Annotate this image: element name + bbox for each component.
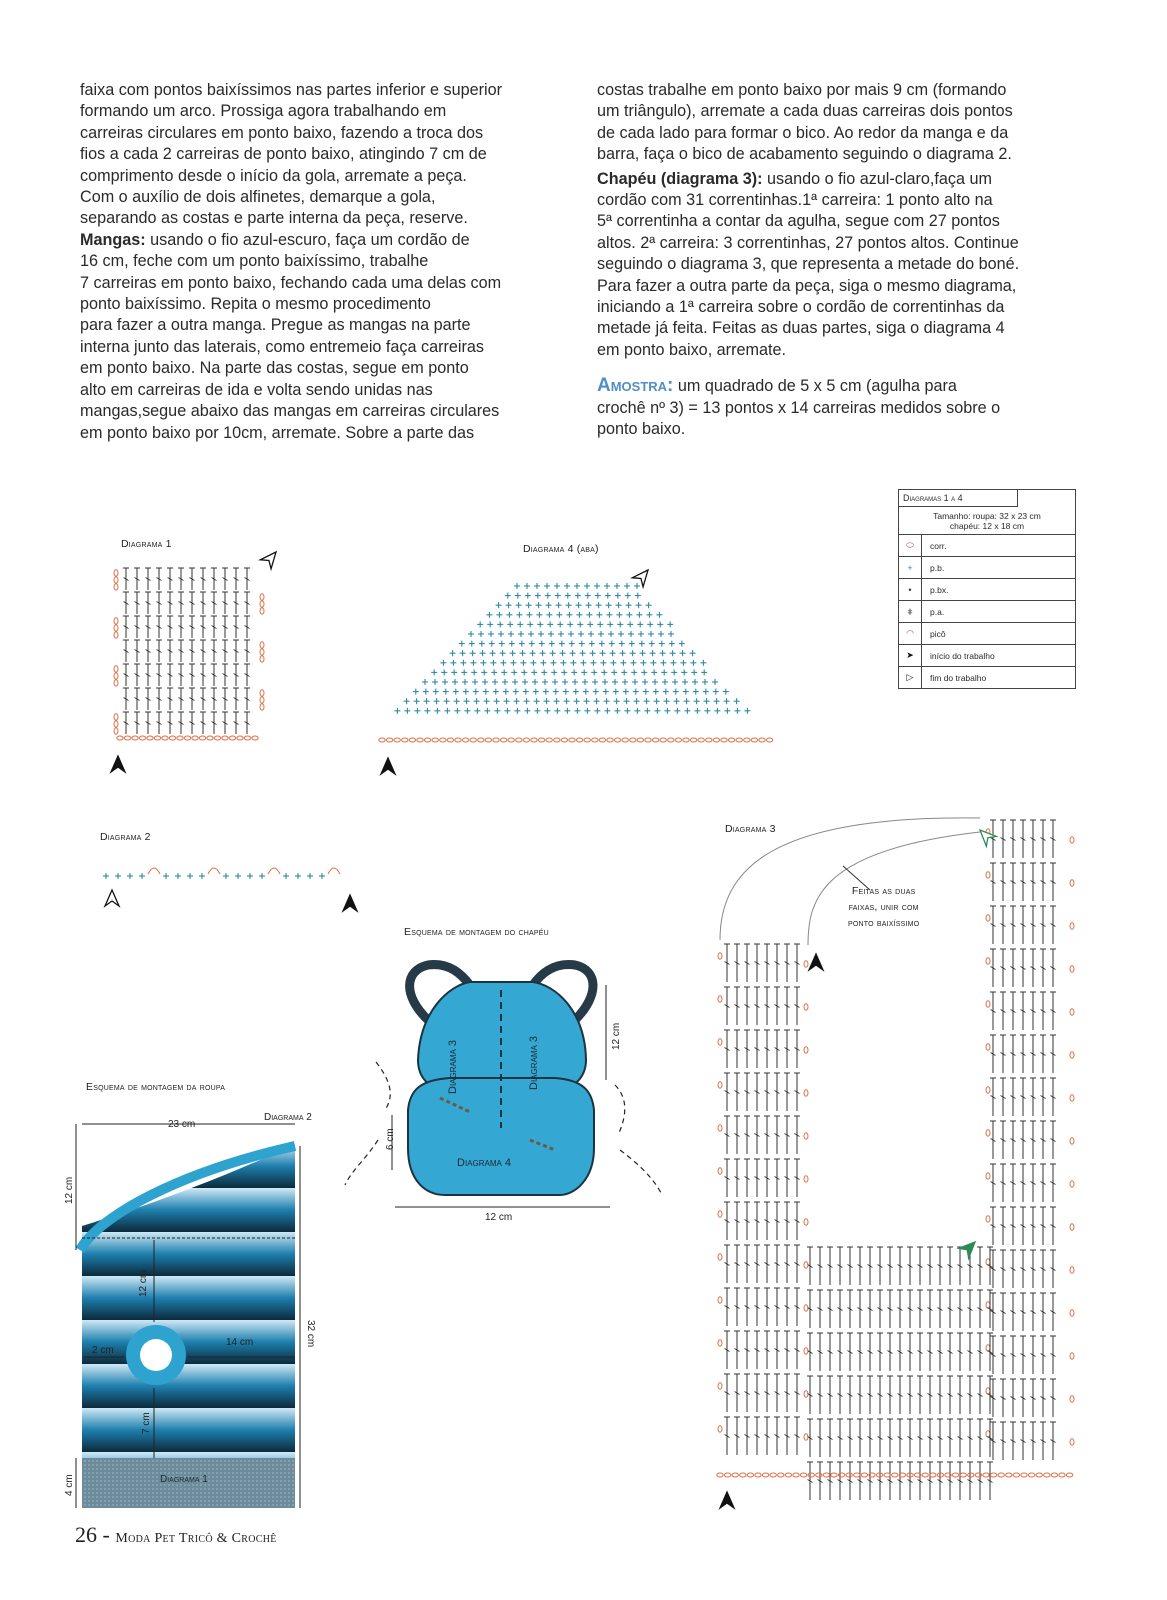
chain-stitch: [718, 953, 722, 959]
chain-stitch: [968, 1473, 974, 1477]
chain-stitch: [706, 738, 712, 742]
note-line: faixas, unir com: [848, 901, 919, 913]
chain-stitch: [569, 738, 575, 742]
chain-stitch: [114, 577, 118, 583]
start-arrow-icon: ➤: [899, 645, 922, 666]
chain-stitch: [740, 1473, 746, 1477]
chain-stitch: [922, 1473, 928, 1477]
text-line: separando as costas e parte interna da peça, reserve.: [80, 209, 468, 228]
chain-stitch: [755, 1473, 761, 1477]
chain-stitch: [1070, 1095, 1074, 1101]
chain-stitch: [747, 1473, 753, 1477]
chain-stitch: [184, 736, 190, 740]
text-line: cordão com 31 correntinhas.1ª carreira: 1 ponto alto na: [597, 191, 993, 210]
chain-stitch: [770, 1473, 776, 1477]
hat-dim-label: 12 cm: [485, 1212, 513, 1223]
chain-stitch: [177, 736, 183, 740]
chain-stitch: [417, 738, 423, 742]
slip-stitch-icon: •: [899, 579, 922, 600]
note-leader: [843, 866, 870, 890]
end-arrow-icon: [260, 548, 281, 569]
start-arrow-icon: [381, 758, 395, 774]
chain-stitch: [1021, 1473, 1027, 1477]
note-line: ponto baixíssimo: [848, 917, 920, 929]
chain-stitch: [718, 1297, 722, 1303]
text-line: usando o fio azul-escuro, faça um cordão de: [145, 230, 470, 249]
text-line: 5ª correntinha a contar da agulha, segue com 27 pontos: [597, 212, 1000, 231]
garment-assembly: [64, 1112, 316, 1508]
chain-stitch: [260, 697, 264, 703]
single-crochet-icon: +: [899, 557, 922, 578]
text-line: em ponto baixo por 10cm, arremate. Sobre a parte das: [80, 423, 475, 442]
chain-stitch: [139, 736, 145, 740]
garment-sleeve-hole: [140, 1339, 172, 1371]
dim-label: 7 cm: [141, 1412, 152, 1434]
hat-dim-label: 6 cm: [385, 1128, 396, 1150]
chain-stitch: [718, 1082, 722, 1088]
chain-stitch: [751, 738, 757, 742]
chain-stitch: [1070, 880, 1074, 886]
legend-label: p.a.: [930, 606, 945, 617]
chain-stitch: [462, 738, 468, 742]
picot-stitch: [208, 868, 220, 874]
hat-assembly: [345, 965, 662, 1223]
chain-stitch: [599, 738, 605, 742]
chain-stitch: [983, 1473, 989, 1477]
chain-stitch: [645, 738, 651, 742]
legend-label: picô: [930, 628, 946, 639]
chain-stitch: [637, 738, 643, 742]
chain-stitch: [838, 1473, 844, 1477]
page-number: 26 -: [75, 1522, 110, 1547]
chain-stitch: [455, 738, 461, 742]
text-line: faixa com pontos baixíssimos nas partes inferior e superior: [80, 81, 502, 99]
chain-stitch: [960, 1473, 966, 1477]
chain-stitch: [683, 738, 689, 742]
chain-stitch: [990, 1473, 996, 1477]
chain-stitch: [260, 608, 264, 614]
join-curve: [808, 832, 980, 945]
chain-stitch: [816, 1473, 822, 1477]
chain-stitch: [447, 738, 453, 742]
chain-stitch: [718, 996, 722, 1002]
chain-stitch: [831, 1473, 837, 1477]
hat-assembly-title: Esquema de montagem do chapéu: [404, 926, 549, 938]
chain-icon: ⬭: [899, 535, 922, 556]
text-line: Com o auxílio de dois alfinetes, demarque a gola,: [80, 188, 436, 207]
double-crochet-icon: ǂ: [899, 601, 922, 622]
chain-stitch: [986, 1173, 990, 1179]
picot-stitch: [148, 868, 160, 874]
chain-stitch: [114, 673, 118, 679]
chain-stitch: [986, 1216, 990, 1222]
chain-stitch: [576, 738, 582, 742]
chain-stitch: [804, 1176, 808, 1182]
chain-stitch: [800, 1473, 806, 1477]
legend-size-line: Tamanho: roupa: 32 x 23 cm: [933, 511, 1041, 521]
chain-stitch: [762, 1473, 768, 1477]
chain-stitch: [854, 1473, 860, 1477]
chain-stitch: [778, 1473, 784, 1477]
magazine-title: Moda Pet Tricô & Crochê: [115, 1531, 277, 1546]
chain-stitch: [952, 1473, 958, 1477]
chain-stitch: [1070, 1224, 1074, 1230]
chain-stitch: [804, 1219, 808, 1225]
legend-label: fim do trabalho: [930, 672, 987, 683]
text-line: altos. 2ª carreira: 3 correntinhas, 27 pontos altos. Continue: [597, 233, 1019, 252]
dim-label: 4 cm: [64, 1474, 75, 1496]
text-line: interna junto das laterais, como entremeio faça carreiras: [80, 337, 484, 356]
chain-stitch: [516, 738, 522, 742]
chain-stitch: [485, 738, 491, 742]
chain-stitch: [732, 1473, 738, 1477]
dim-label: 12 cm: [138, 1269, 149, 1297]
chain-stitch: [561, 738, 567, 742]
chain-stitch: [1051, 1473, 1057, 1477]
chain-stitch: [114, 728, 118, 734]
diagram-4: [379, 566, 773, 774]
chain-stitch: [117, 736, 123, 740]
chain-stitch: [766, 738, 772, 742]
chain-stitch: [728, 738, 734, 742]
text-line: alto em carreiras de ida e volta sendo unidas nas: [80, 380, 433, 399]
chain-stitch: [698, 738, 704, 742]
chain-stitch: [260, 601, 264, 607]
chain-stitch: [804, 1004, 808, 1010]
start-arrow-icon: [111, 756, 125, 772]
chain-stitch: [1070, 923, 1074, 929]
join-curve: [720, 818, 980, 940]
chain-stitch: [785, 1473, 791, 1477]
note-line: Feitas as duas: [851, 885, 916, 897]
chain-stitch: [986, 1087, 990, 1093]
chain-stitch: [986, 1130, 990, 1136]
chain-stitch: [759, 738, 765, 742]
chain-stitch: [823, 1473, 829, 1477]
chain-stitch: [554, 738, 560, 742]
chain-stitch: [614, 738, 620, 742]
chain-stitch: [169, 736, 175, 740]
chain-stitch: [721, 738, 727, 742]
chain-stitch: [718, 1125, 722, 1131]
garment-label-d2: Diagrama 2: [264, 1112, 312, 1123]
chain-stitch: [998, 1473, 1004, 1477]
chain-stitch: [229, 736, 235, 740]
chain-stitch: [114, 632, 118, 638]
end-arrow-icon: [105, 890, 119, 906]
chain-stitch: [1070, 1138, 1074, 1144]
chain-stitch: [713, 738, 719, 742]
chain-stitch: [660, 738, 666, 742]
chain-stitch: [1066, 1473, 1072, 1477]
text-line: de cada lado para formar o bico. Ao redor da manga e da: [597, 123, 1009, 142]
chain-stitch: [1070, 1181, 1074, 1187]
chain-stitch: [132, 736, 138, 740]
hat-dim-label: 12 cm: [611, 1022, 622, 1050]
chain-stitch: [1044, 1473, 1050, 1477]
garment-assembly-title: Esquema de montagem da roupa: [86, 1081, 226, 1093]
chain-stitch: [199, 736, 205, 740]
chain-stitch: [607, 738, 613, 742]
start-arrow-icon: [343, 895, 357, 911]
picot-stitch: [328, 868, 340, 874]
chain-stitch: [930, 1473, 936, 1477]
chain-stitch: [1036, 1473, 1042, 1477]
text-line: seguindo o diagrama 3, que representa a metade do boné.: [597, 255, 1020, 274]
chain-stitch: [717, 1473, 723, 1477]
text-line: Para fazer a outra parte da peça, siga o mesmo diagrama,: [597, 276, 1017, 295]
text-line: fios a cada 2 carreiras de ponto baixo, atingindo 7 cm de: [80, 145, 487, 164]
chain-stitch: [386, 738, 392, 742]
chain-stitch: [861, 1473, 867, 1477]
chain-stitch: [892, 1473, 898, 1477]
chain-stitch: [804, 961, 808, 967]
chain-stitch: [1070, 1009, 1074, 1015]
chain-stitch: [252, 736, 258, 740]
chain-stitch: [260, 594, 264, 600]
chain-stitch: [222, 736, 228, 740]
chain-stitch: [718, 1211, 722, 1217]
chain-stitch: [675, 738, 681, 742]
chain-stitch: [884, 1473, 890, 1477]
chain-stitch: [531, 738, 537, 742]
chain-stitch: [1070, 1396, 1074, 1402]
chain-stitch: [718, 1168, 722, 1174]
start-arrow-icon: [809, 954, 823, 970]
chain-stitch: [244, 736, 250, 740]
chain-stitch: [986, 872, 990, 878]
chain-stitch: [440, 738, 446, 742]
chain-stitch: [523, 738, 529, 742]
mangas-heading: Mangas:: [80, 230, 146, 249]
text-line: costas trabalhe em ponto baixo por mais 9 cm (formando: [597, 81, 1007, 99]
text-line: barra, faça o bico de acabamento seguindo o diagrama 2.: [597, 145, 1012, 164]
dim-label: 32 cm: [305, 1320, 316, 1348]
chain-stitch: [162, 736, 168, 740]
dim-label: 12 cm: [64, 1176, 75, 1204]
chain-stitch: [736, 738, 742, 742]
garment-body: [82, 1144, 295, 1508]
text-line: 7 carreiras em ponto baixo, fechando cada uma delas com: [80, 273, 502, 292]
chain-stitch: [538, 738, 544, 742]
chain-stitch: [1059, 1473, 1065, 1477]
chain-stitch: [804, 1133, 808, 1139]
chain-stitch: [154, 736, 160, 740]
chain-stitch: [1070, 1353, 1074, 1359]
chain-stitch: [260, 649, 264, 655]
chain-stitch: [718, 1340, 722, 1346]
chain-stitch: [808, 1473, 814, 1477]
chain-stitch: [260, 690, 264, 696]
chain-stitch: [592, 738, 598, 742]
end-arrow-icon: [632, 566, 653, 587]
chain-stitch: [584, 738, 590, 742]
chain-stitch: [718, 1426, 722, 1432]
chain-stitch: [237, 736, 243, 740]
chain-stitch: [260, 704, 264, 710]
dim-label: 23 cm: [168, 1119, 196, 1130]
dim-label: 14 cm: [226, 1337, 254, 1348]
chain-stitch: [260, 656, 264, 662]
end-arrow-icon: ▷: [899, 667, 922, 688]
chain-stitch: [424, 738, 430, 742]
legend-size-line: chapéu: 12 x 18 cm: [949, 521, 1025, 531]
chain-stitch: [1070, 966, 1074, 972]
chain-stitch: [1013, 1473, 1019, 1477]
page-footer: [75, 1522, 277, 1548]
chain-stitch: [668, 738, 674, 742]
chain-stitch: [124, 736, 130, 740]
chain-stitch: [986, 915, 990, 921]
chain-stitch: [718, 1254, 722, 1260]
start-arrow-icon: [959, 1237, 980, 1258]
chain-stitch: [1070, 1052, 1074, 1058]
chain-stitch: [1070, 837, 1074, 843]
chain-stitch: [846, 1473, 852, 1477]
hat-label-d4: Diagrama 4: [457, 1157, 512, 1169]
hat-label-d3-right: Diagrama 3: [528, 1035, 540, 1090]
chain-stitch: [432, 738, 438, 742]
chain-stitch: [114, 721, 118, 727]
chain-stitch: [690, 738, 696, 742]
chain-stitch: [260, 642, 264, 648]
chain-stitch: [114, 714, 118, 720]
text-line: um quadrado de 5 x 5 cm (agulha para: [673, 377, 957, 396]
text-line: para fazer a outra manga. Pregue as mangas na parte: [80, 316, 471, 335]
text-line: em ponto baixo. Na parte das costas, segue em ponto: [80, 359, 469, 378]
chain-stitch: [409, 738, 415, 742]
diagram-1-title: Diagrama 1: [121, 538, 172, 550]
garment-label-d1: Diagrama 1: [160, 1474, 208, 1485]
text-line: um triângulo), arremate a cada duas carreiras dois pontos: [597, 102, 1013, 121]
text-line: em ponto baixo, arremate.: [597, 340, 786, 359]
chain-stitch: [114, 680, 118, 686]
chain-stitch: [192, 736, 198, 740]
diagram-3-title: Diagrama 3: [725, 823, 776, 835]
text-line: mangas,segue abaixo das mangas em carreiras circulares: [80, 402, 500, 421]
chain-stitch: [379, 738, 385, 742]
legend-label: p.b.: [930, 562, 945, 573]
legend-label: início do trabalho: [930, 650, 995, 661]
chain-stitch: [470, 738, 476, 742]
chain-stitch: [718, 1039, 722, 1045]
chain-stitch: [724, 1473, 730, 1477]
chain-stitch: [394, 738, 400, 742]
start-arrow-icon: [720, 1492, 734, 1508]
chapeu-heading: Chapéu (diagrama 3):: [597, 169, 763, 188]
text-line: carreiras circulares em ponto baixo, fazendo a troca dos: [80, 123, 484, 142]
legend-label: p.bx.: [930, 584, 949, 595]
text-line: formando um arco. Prossiga agora trabalhando em: [80, 102, 447, 121]
hat-brim: [408, 1078, 594, 1195]
legend-label: corr.: [930, 540, 947, 551]
chain-stitch: [1006, 1473, 1012, 1477]
chain-stitch: [114, 618, 118, 624]
chain-stitch: [804, 1090, 808, 1096]
legend-title: Diagramas 1 a 4: [899, 490, 1018, 507]
chain-stitch: [493, 738, 499, 742]
chain-stitch: [1070, 1267, 1074, 1273]
text-line: crochê nº 3) = 13 pontos x 14 carreiras medidos sobre o: [597, 398, 1001, 417]
chain-stitch: [630, 738, 636, 742]
hat-label-d3-left: Diagrama 3: [447, 1039, 459, 1094]
diagram-2-title: Diagrama 2: [100, 831, 151, 843]
chain-stitch: [114, 584, 118, 590]
chain-stitch: [718, 1383, 722, 1389]
chain-stitch: [622, 738, 628, 742]
diagram-3: [717, 818, 1074, 1508]
text-line: ponto baixo.: [597, 420, 686, 439]
chain-stitch: [402, 738, 408, 742]
chain-stitch: [1070, 1310, 1074, 1316]
chain-stitch: [214, 736, 220, 740]
chain-stitch: [986, 1044, 990, 1050]
diagram-4-title: Diagrama 4 (aba): [523, 543, 599, 555]
chain-stitch: [546, 738, 552, 742]
chain-stitch: [986, 958, 990, 964]
chain-stitch: [1070, 1439, 1074, 1445]
chain-stitch: [114, 625, 118, 631]
chain-stitch: [478, 738, 484, 742]
chain-stitch: [114, 570, 118, 576]
chain-stitch: [114, 666, 118, 672]
text-line: ponto baixíssimo. Repita o mesmo procedimento: [80, 295, 431, 314]
chain-stitch: [793, 1473, 799, 1477]
picot-stitch: [268, 868, 280, 874]
chain-stitch: [500, 738, 506, 742]
text-line: usando o fio azul-claro,faça um: [762, 169, 992, 188]
text-line: iniciando a 1ª carreira sobre o cordão de correntinhas da: [597, 298, 1005, 317]
chain-stitch: [986, 1001, 990, 1007]
diagram-1: [111, 548, 281, 772]
text-line: comprimento desde o início da gola, arremate a peça.: [80, 166, 467, 185]
chain-stitch: [744, 738, 750, 742]
text-line: 16 cm, feche com um ponto baixíssimo, trabalhe: [80, 252, 429, 271]
chain-stitch: [975, 1473, 981, 1477]
chain-stitch: [652, 738, 658, 742]
amostra-heading: Amostra:: [597, 375, 674, 397]
chain-stitch: [147, 736, 153, 740]
chain-stitch: [804, 1047, 808, 1053]
text-line: metade já feita. Feitas as duas partes, siga o diagrama 4: [597, 319, 1005, 338]
dim-label: 2 cm: [92, 1345, 114, 1356]
chain-stitch: [207, 736, 213, 740]
chain-stitch: [508, 738, 514, 742]
picot-icon: ◠: [899, 623, 922, 644]
chain-stitch: [1028, 1473, 1034, 1477]
diagram-2: [103, 868, 357, 911]
